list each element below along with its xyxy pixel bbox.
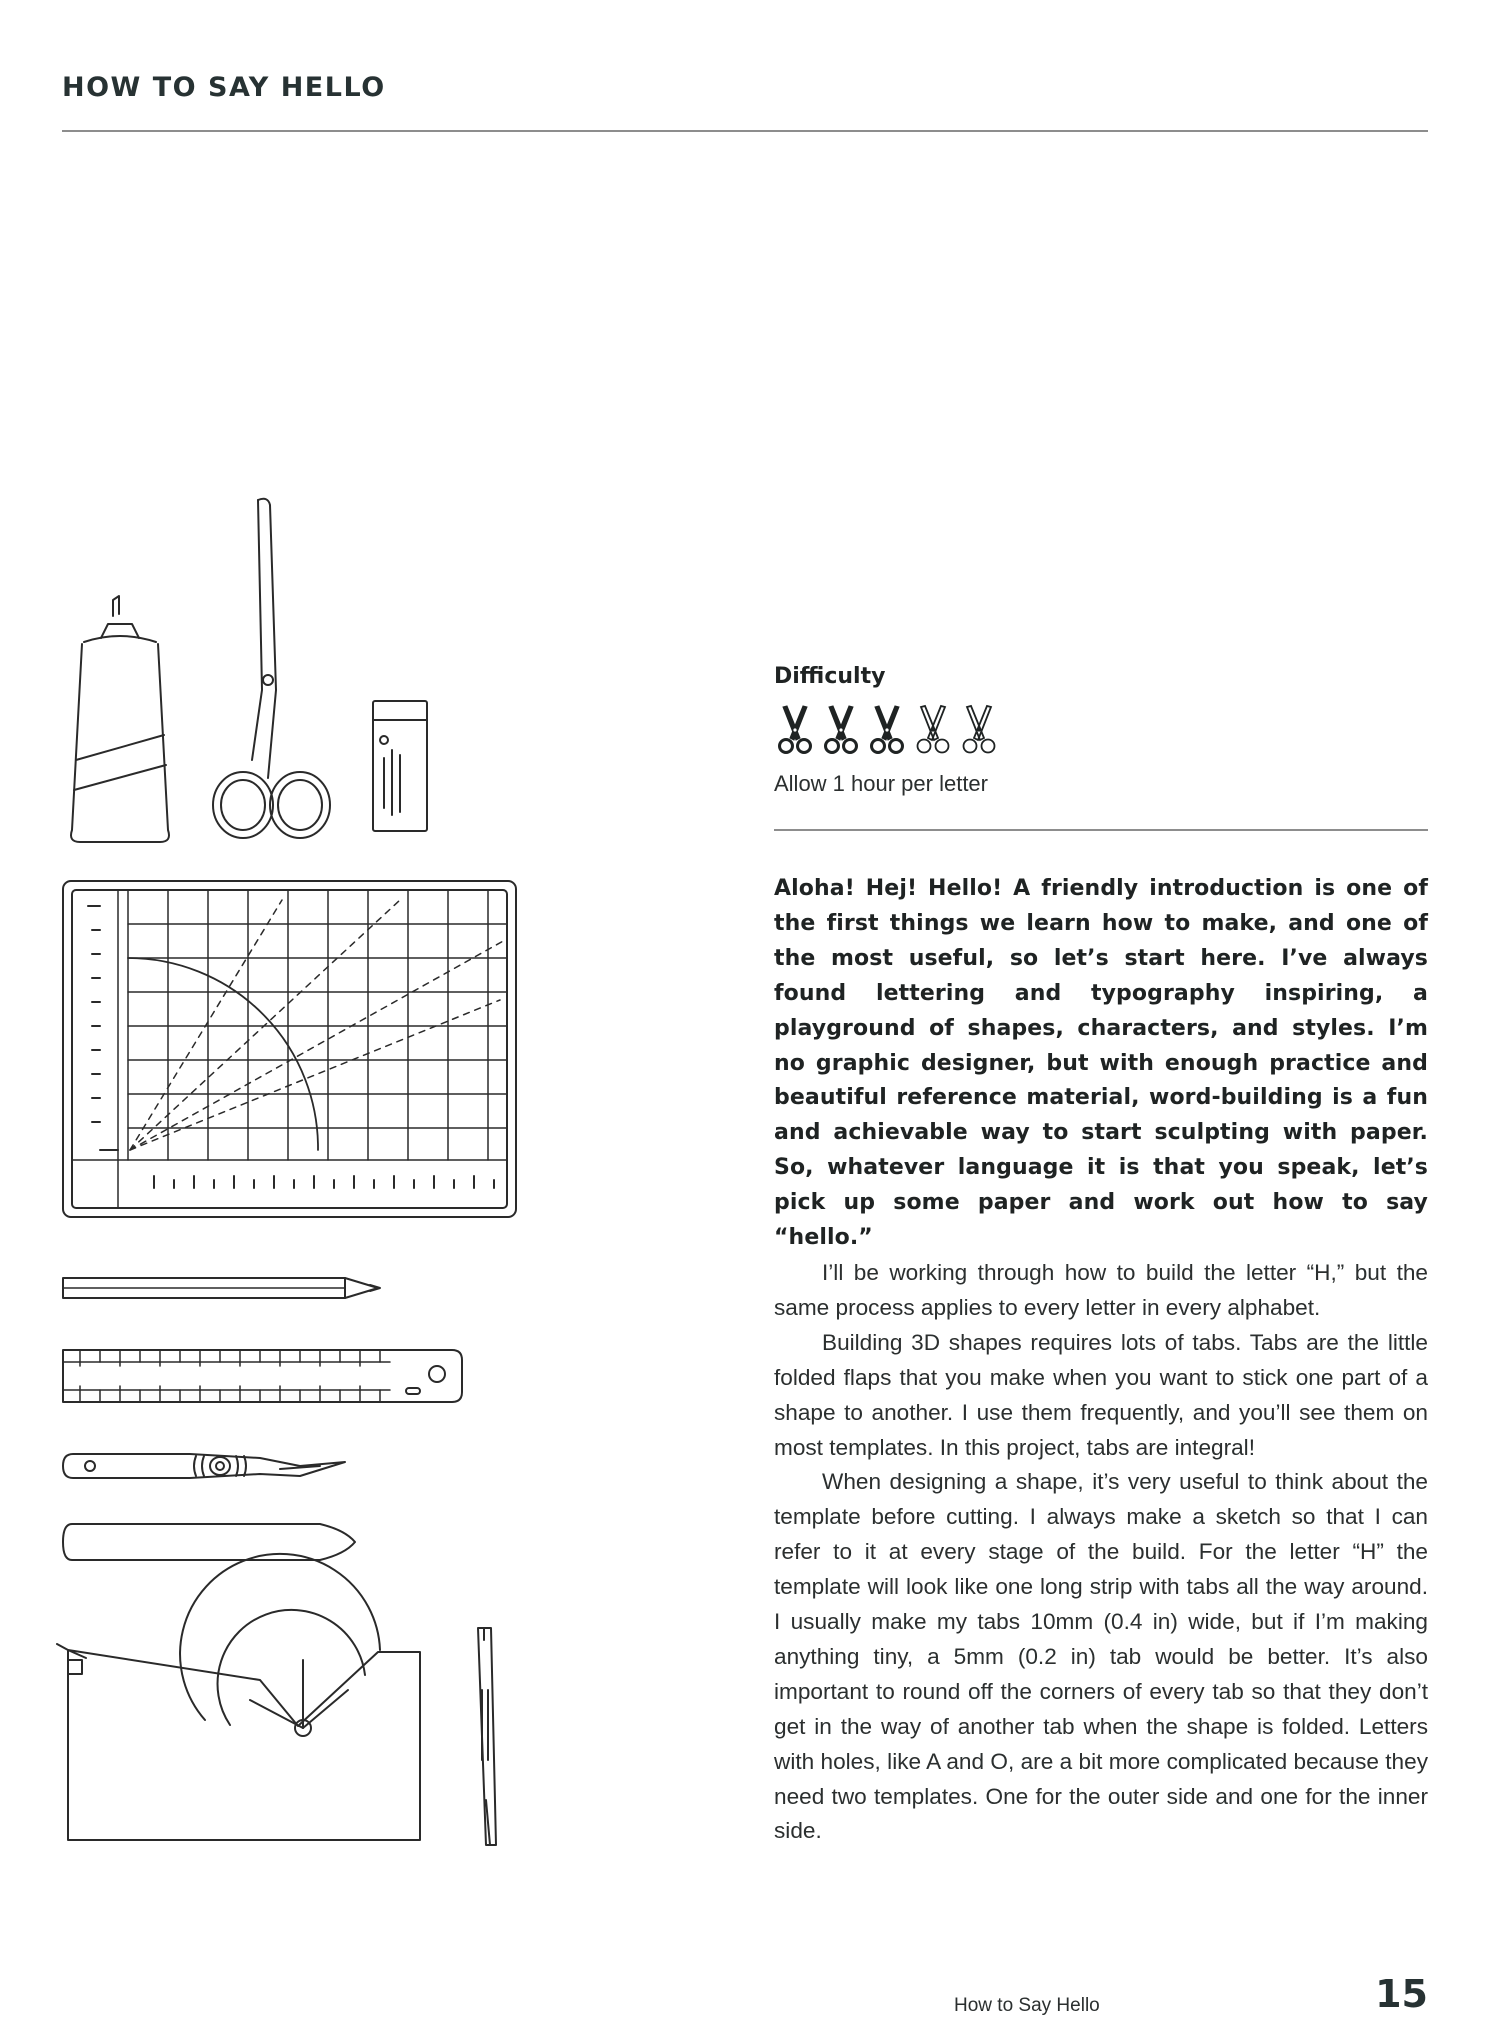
ruler-icon — [63, 1350, 462, 1402]
scissors-icon-filled — [866, 704, 908, 756]
scissors-icon-filled — [774, 704, 816, 756]
running-footer: How to Say Hello — [954, 1995, 1100, 2016]
time-estimate: Allow 1 hour per letter — [774, 771, 988, 796]
tools-illustration — [0, 0, 560, 1880]
difficulty-panel — [774, 664, 1428, 797]
page-number: 15 — [1375, 1972, 1428, 2016]
tweezers-icon — [478, 1628, 496, 1845]
scissors-icon-outline — [912, 704, 954, 756]
scissors-icon — [213, 499, 330, 838]
scissors-icon-outline — [958, 704, 1000, 756]
article-body — [774, 872, 1428, 1849]
section-divider — [774, 829, 1428, 831]
bone-folder-icon — [63, 1524, 355, 1560]
cutting-mat-icon — [63, 881, 516, 1217]
intro-paragraph: Aloha! Hej! Hello! A friendly introduction is one of the first things we learn how to make, and one of the most useful, so let’s start here. I’ve always found lettering and typography inspiring, a playground of shapes, characters, and styles. I’m no graphic designer, but with enough practice and beautiful reference material, word-building is a fun and achievable way to start sculpting with paper. So, whatever language it is that you speak, let’s pick up some paper and work out how to say “hello.” — [774, 876, 1428, 1251]
eraser-icon — [373, 701, 427, 831]
pencil-icon — [63, 1278, 380, 1298]
body-paragraph: Building 3D shapes requires lots of tabs. Tabs are the little folded flaps that you make when you want to stick one part of a shape to another. I use them frequently, and you’ll see them on most templates. In this project, tabs are integral! — [774, 1329, 1428, 1460]
craft-knife-icon — [63, 1454, 345, 1478]
body-paragraph: I’ll be working through how to build the letter “H,” but the same process applies to every letter in every alphabet. — [774, 1259, 1428, 1320]
running-header: HOW TO SAY HELLO — [62, 72, 386, 103]
scissors-icon-filled — [820, 704, 862, 756]
glue-bottle-icon — [71, 596, 169, 842]
difficulty-rating — [774, 703, 1428, 757]
tape-dispenser-icon — [57, 1554, 420, 1840]
body-paragraph: When designing a shape, it’s very useful to think about the template before cutting. I always make a sketch so that I can refer to it at every stage of the build. For the letter “H” the template will look like one long strip with tabs all the way around. I usually make my tabs 10mm (0.4 in) wide, but if I’m making anything tiny, a 5mm (0.2 in) tab would be better. It’s also important to round off the corners of every tab so that they don’t get in the way of another tab when the shape is folded. Letters with holes, like A and O, are a bit more complicated because they need two templates. One for the outer side and one for the inner side. — [774, 1469, 1428, 1844]
difficulty-label: Difficulty — [774, 664, 886, 689]
